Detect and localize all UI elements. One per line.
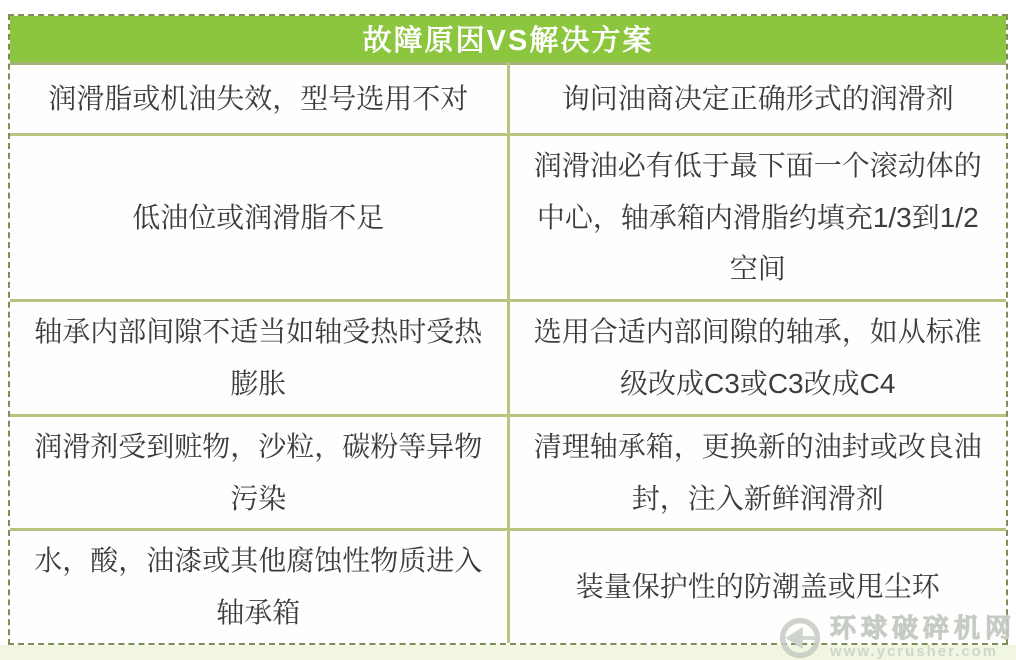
watermark-url: www.ycrusher.com bbox=[829, 642, 999, 660]
watermark-site-name: 环球破碎机网 bbox=[829, 613, 1016, 643]
solution-cell: 选用合适内部间隙的轴承，如从标准级改成C3或C3改成C4 bbox=[508, 301, 1006, 416]
bottom-margin-strip bbox=[0, 642, 1016, 660]
page-title: 故障原因VS解决方案 bbox=[362, 25, 654, 58]
solution-cell: 清理轴承箱，更换新的油封或改良油封，注入新鲜润滑剂 bbox=[508, 415, 1006, 530]
table-header-bar bbox=[10, 16, 1006, 62]
fault-cause-solution-table bbox=[10, 62, 1006, 643]
fault-solution-card bbox=[8, 14, 1008, 645]
table-row bbox=[10, 134, 1006, 300]
cause-cell: 润滑脂或机油失效，型号选用不对 bbox=[10, 63, 508, 134]
table-row bbox=[10, 415, 1006, 530]
solution-cell: 装量保护性的防潮盖或甩尘环 bbox=[508, 530, 1006, 643]
solution-cell: 询问油商决定正确形式的润滑剂 bbox=[508, 63, 1006, 134]
cause-cell: 轴承内部间隙不适当如轴受热时受热膨胀 bbox=[10, 301, 508, 416]
cause-cell: 低油位或润滑脂不足 bbox=[10, 134, 508, 300]
table-row bbox=[10, 63, 1006, 134]
solution-cell: 润滑油必有低于最下面一个滚动体的中心，轴承箱内滑脂约填充1/3到1/2空间 bbox=[508, 134, 1006, 300]
cause-cell: 润滑剂受到赃物，沙粒，碳粉等异物污染 bbox=[10, 415, 508, 530]
cause-cell: 水，酸，油漆或其他腐蚀性物质进入轴承箱 bbox=[10, 530, 508, 643]
table-row bbox=[10, 530, 1006, 643]
table-row bbox=[10, 301, 1006, 416]
